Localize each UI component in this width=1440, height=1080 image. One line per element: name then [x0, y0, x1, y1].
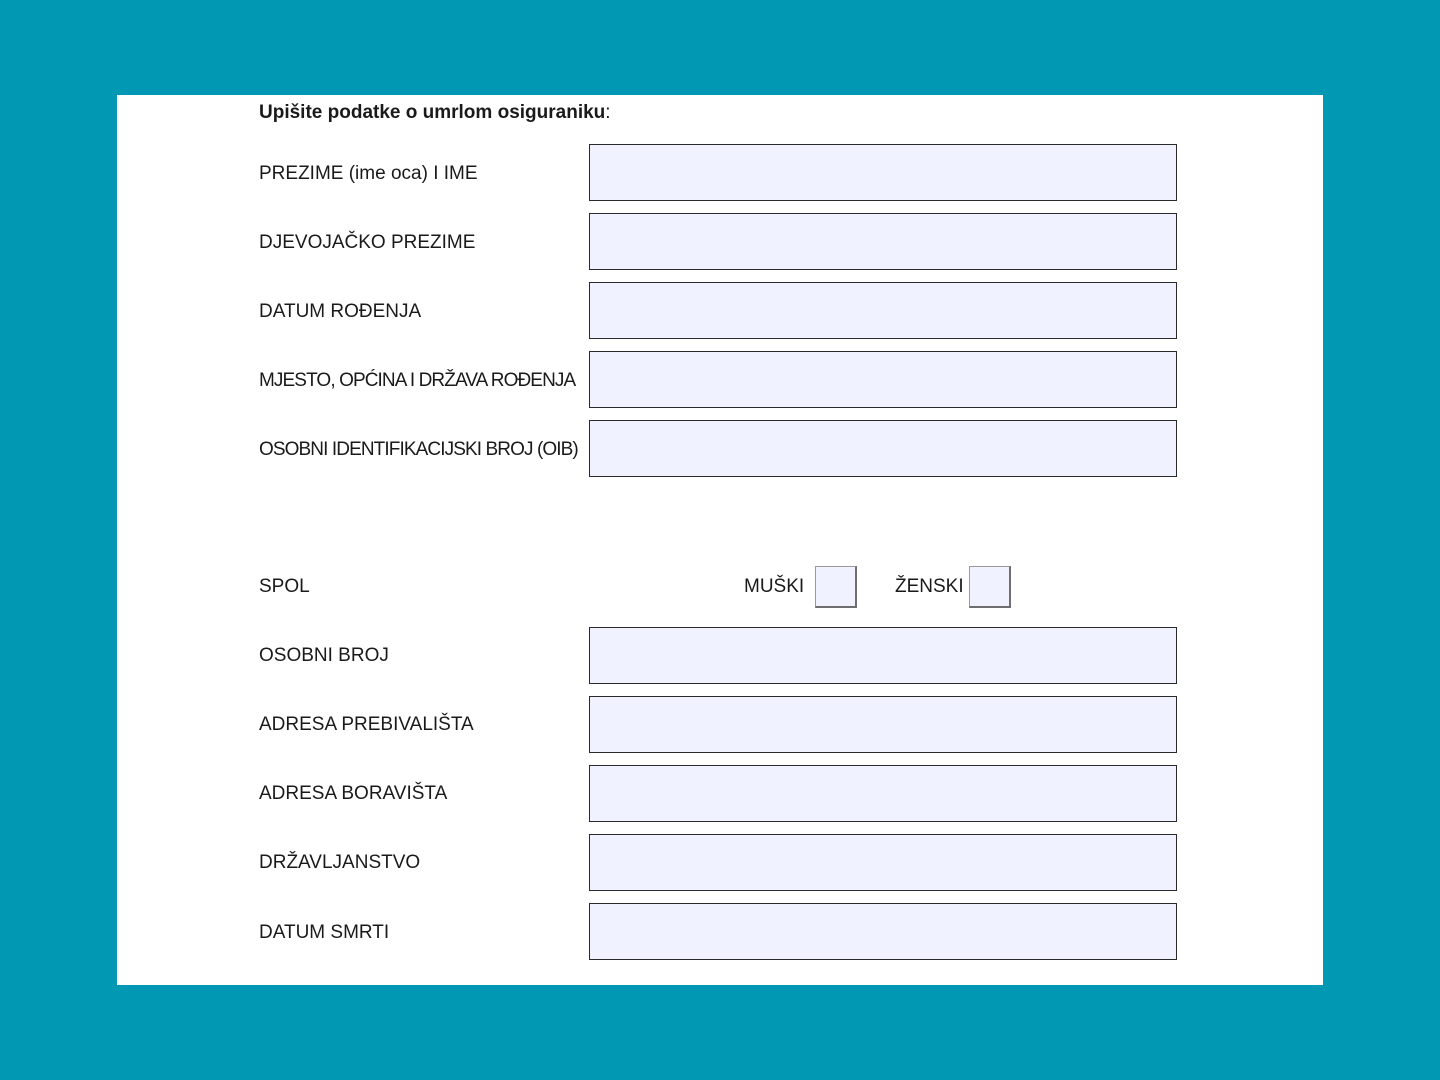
birth-place-label: MJESTO, OPĆINA I DRŽAVA ROĐENJA [259, 370, 576, 391]
female-label: ŽENSKI [895, 576, 964, 597]
personal-number-label: OSOBNI BROJ [259, 645, 389, 666]
heading-colon: : [605, 102, 611, 123]
birth-place-field[interactable] [589, 351, 1177, 408]
gender-label: SPOL [259, 576, 310, 597]
stay-address-label: ADRESA BORAVIŠTA [259, 783, 448, 804]
form-heading [259, 101, 611, 125]
male-checkbox[interactable] [815, 566, 857, 608]
stay-address-field[interactable] [589, 765, 1177, 822]
surname-name-field[interactable] [589, 144, 1177, 201]
citizenship-field[interactable] [589, 834, 1177, 891]
female-checkbox[interactable] [969, 566, 1011, 608]
heading-text: Upišite podatke o umrlom osiguraniku [259, 102, 606, 123]
male-label: MUŠKI [744, 576, 805, 597]
personal-number-field[interactable] [589, 627, 1177, 684]
birth-date-label: DATUM ROĐENJA [259, 301, 422, 322]
death-date-label: DATUM SMRTI [259, 922, 390, 943]
oib-field[interactable] [589, 420, 1177, 477]
form-page [117, 95, 1323, 985]
residence-address-label: ADRESA PREBIVALIŠTA [259, 714, 474, 735]
oib-label: OSOBNI IDENTIFIKACIJSKI BROJ (OIB) [259, 439, 578, 460]
surname-name-label: PREZIME (ime oca) I IME [259, 163, 478, 184]
maiden-name-label: DJEVOJAČKO PREZIME [259, 232, 476, 253]
death-date-field[interactable] [589, 903, 1177, 960]
residence-address-field[interactable] [589, 696, 1177, 753]
citizenship-label: DRŽAVLJANSTVO [259, 852, 421, 873]
birth-date-field[interactable] [589, 282, 1177, 339]
maiden-name-field[interactable] [589, 213, 1177, 270]
